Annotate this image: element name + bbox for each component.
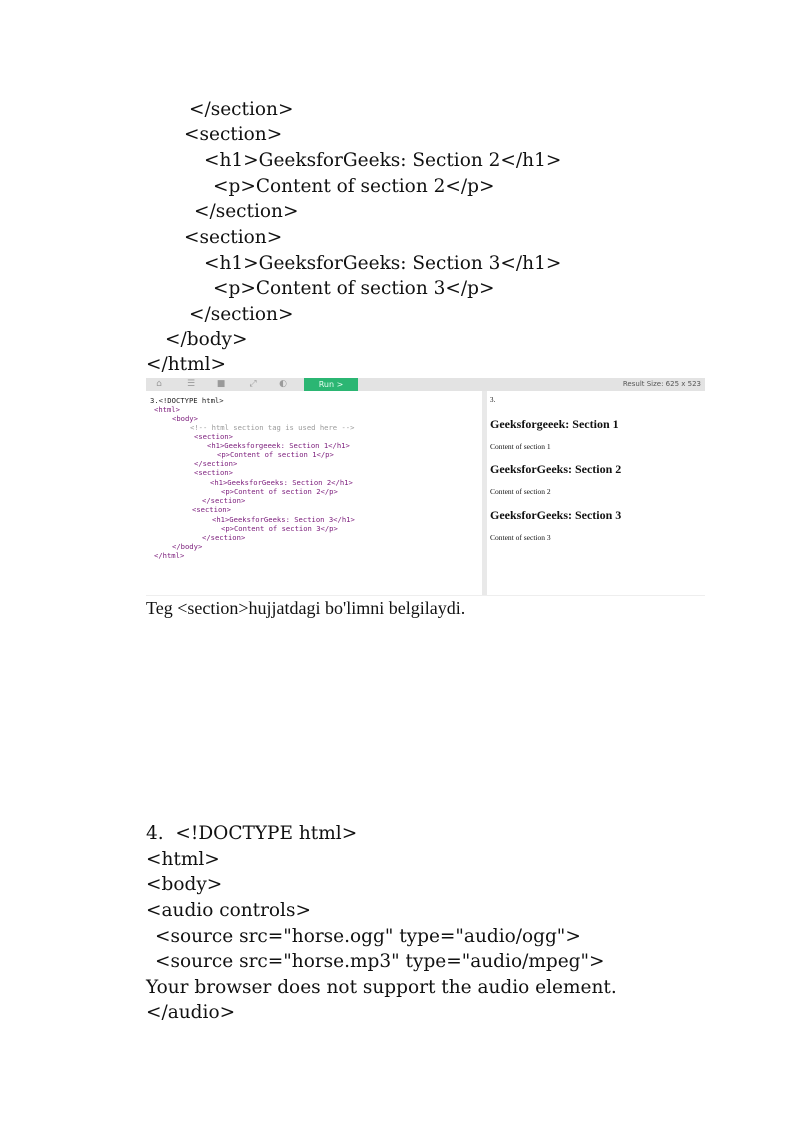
result-heading: Geeksforgeeek: Section 1	[490, 417, 619, 431]
home-icon: ⌂	[156, 379, 162, 389]
caption-text: Teg <section>hujjatdagi bo'limni belgilaydi.	[146, 598, 466, 618]
code-line: </audio>	[146, 1002, 236, 1023]
editor-line: </body>	[172, 542, 203, 551]
editor-screenshot	[146, 378, 705, 596]
code-line: </html>	[146, 354, 227, 375]
editor-line: </section>	[194, 459, 238, 468]
code-line: </body>	[165, 329, 248, 350]
save-icon: ■	[216, 379, 226, 389]
resize-icon: ⤢	[249, 379, 257, 389]
code-line: </section>	[189, 99, 294, 120]
code-line: <section>	[184, 227, 283, 248]
editor-line: </html>	[154, 551, 185, 560]
run-button: Run >	[304, 378, 358, 391]
code-line: <html>	[146, 849, 220, 870]
editor-line: <section>	[192, 505, 231, 514]
code-line: <body>	[146, 874, 223, 895]
editor-line: <p>Content of section 1</p>	[217, 450, 334, 459]
editor-line: <section>	[194, 432, 233, 441]
code-line: <p>Content of section 3</p>	[213, 278, 495, 299]
code-line: 4. <!DOCTYPE html>	[146, 823, 358, 844]
editor-line: <!-- html section tag is used here -->	[190, 423, 355, 432]
editor-line: <h1>GeeksforGeeks: Section 3</h1>	[212, 515, 355, 524]
editor-line: </section>	[202, 533, 246, 542]
editor-line: <section>	[194, 468, 233, 477]
code-line: </section>	[194, 201, 299, 222]
result-paragraph: Content of section 2	[490, 487, 551, 496]
result-number: 3.	[490, 396, 496, 404]
editor-line: <p>Content of section 2</p>	[221, 487, 338, 496]
editor-line: <html>	[154, 405, 180, 414]
result-heading: GeeksforGeeks: Section 2	[490, 462, 622, 476]
menu-icon: ☰	[186, 379, 196, 389]
editor-line: <body>	[172, 414, 198, 423]
theme-icon: ◐	[279, 379, 287, 389]
code-line: <section>	[184, 124, 283, 145]
editor-line: 3.<!DOCTYPE html>	[150, 396, 224, 405]
result-size-label: Result Size: 625 x 523	[622, 380, 701, 388]
code-line: Your browser does not support the audio element.	[146, 977, 617, 998]
code-line: <p>Content of section 2</p>	[213, 176, 495, 197]
code-editor-pane	[146, 391, 482, 595]
result-heading: GeeksforGeeks: Section 3	[490, 508, 622, 522]
code-line: <source src="horse.mp3" type="audio/mpeg">	[155, 951, 605, 972]
result-paragraph: Content of section 1	[490, 442, 551, 451]
result-paragraph: Content of section 3	[490, 533, 551, 542]
editor-line: <h1>Geeksforgeeek: Section 1</h1>	[207, 441, 350, 450]
result-pane	[487, 391, 705, 595]
code-line: <source src="horse.ogg" type="audio/ogg">	[155, 926, 581, 947]
editor-line: <h1>GeeksforGeeks: Section 2</h1>	[210, 478, 353, 487]
code-line: <h1>GeeksforGeeks: Section 2</h1>	[204, 150, 562, 171]
code-line: <audio controls>	[146, 900, 311, 921]
editor-toolbar	[146, 378, 705, 391]
code-line: <h1>GeeksforGeeks: Section 3</h1>	[204, 253, 562, 274]
editor-line: </section>	[202, 496, 246, 505]
code-line: </section>	[189, 304, 294, 325]
editor-line: <p>Content of section 3</p>	[221, 524, 338, 533]
